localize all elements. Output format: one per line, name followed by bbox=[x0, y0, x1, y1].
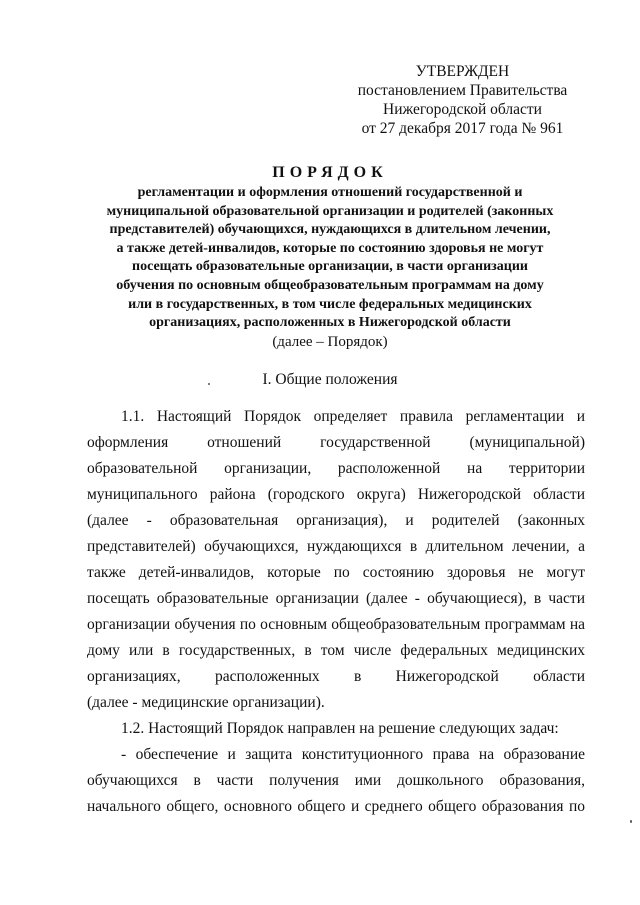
body-text bbox=[87, 404, 585, 820]
body-line: образовательной организации, расположенной на территории bbox=[87, 460, 585, 477]
scan-speck bbox=[630, 820, 632, 823]
body-line: представителей) обучающихся, нуждающихся в длительном лечении, а bbox=[87, 538, 585, 555]
scan-speck bbox=[208, 383, 210, 385]
document-title-line: обучения по основным общеобразовательным программам на дому bbox=[116, 277, 544, 293]
document-title-line: регламентации и оформления отношений государственной и bbox=[137, 185, 523, 200]
body-line: посещать образовательные организации (далее - обучающиеся), в части bbox=[87, 590, 585, 607]
document-title-tail: (далее – Порядок) bbox=[272, 333, 388, 350]
document-title-line: представителей) обучающихся, нуждающихся в длительном лечении, bbox=[109, 222, 551, 238]
body-line: (далее - медицинские организации). bbox=[87, 694, 325, 711]
body-line: начального общего, основного общего и среднего общего образования по bbox=[87, 798, 585, 815]
body-line: обучающихся в части получения ими дошкольного образования, bbox=[87, 772, 585, 789]
body-line: также детей-инвалидов, которые по состоянию здоровья не могут bbox=[87, 564, 585, 581]
document-title-line: а также детей-инвалидов, которые по состоянию здоровья не могут bbox=[116, 240, 544, 256]
document-title-line: или в государственных, в том числе федеральных медицинских bbox=[128, 296, 532, 312]
approval-line-1: постановлением Правительства bbox=[357, 82, 568, 99]
body-line: дому или в государственных, в том числе федеральных медицинских bbox=[87, 642, 585, 659]
body-line: 1.2. Настоящий Порядок направлен на решение следующих задач: bbox=[121, 720, 559, 737]
document-title-line: посещать образовательные организации, в части организации bbox=[132, 259, 528, 275]
approval-line-2: Нижегородской области bbox=[383, 101, 542, 118]
document-title-block bbox=[80, 163, 580, 352]
body-line: 1.1. Настоящий Порядок определяет правила регламентации и bbox=[121, 408, 585, 425]
approval-title: УТВЕРЖДЕН bbox=[415, 63, 510, 80]
approval-stamp-block bbox=[355, 62, 570, 138]
section-heading: I. Общие положения bbox=[262, 371, 398, 388]
body-line: - обеспечение и защита конституционного права на образование bbox=[121, 746, 585, 763]
document-title-line: организациях, расположенных в Нижегородской области bbox=[149, 315, 511, 331]
document-title-line: муниципальной образовательной организации и родителей (законных bbox=[106, 203, 554, 219]
document-title-word: ПОРЯДОК bbox=[272, 164, 388, 181]
body-line: муниципального района (городского округа) Нижегородской области bbox=[87, 486, 585, 503]
body-line: организации обучения по основным общеобразовательным программам на bbox=[87, 616, 585, 633]
body-line: (далее - образовательная организация), и родителей (законных bbox=[87, 512, 585, 529]
body-line: оформления отношений государственной (муниципальной) bbox=[87, 434, 585, 451]
approval-line-3: от 27 декабря 2017 года № 961 bbox=[361, 120, 564, 137]
body-line: организациях, расположенных в Нижегородской области bbox=[87, 668, 585, 685]
